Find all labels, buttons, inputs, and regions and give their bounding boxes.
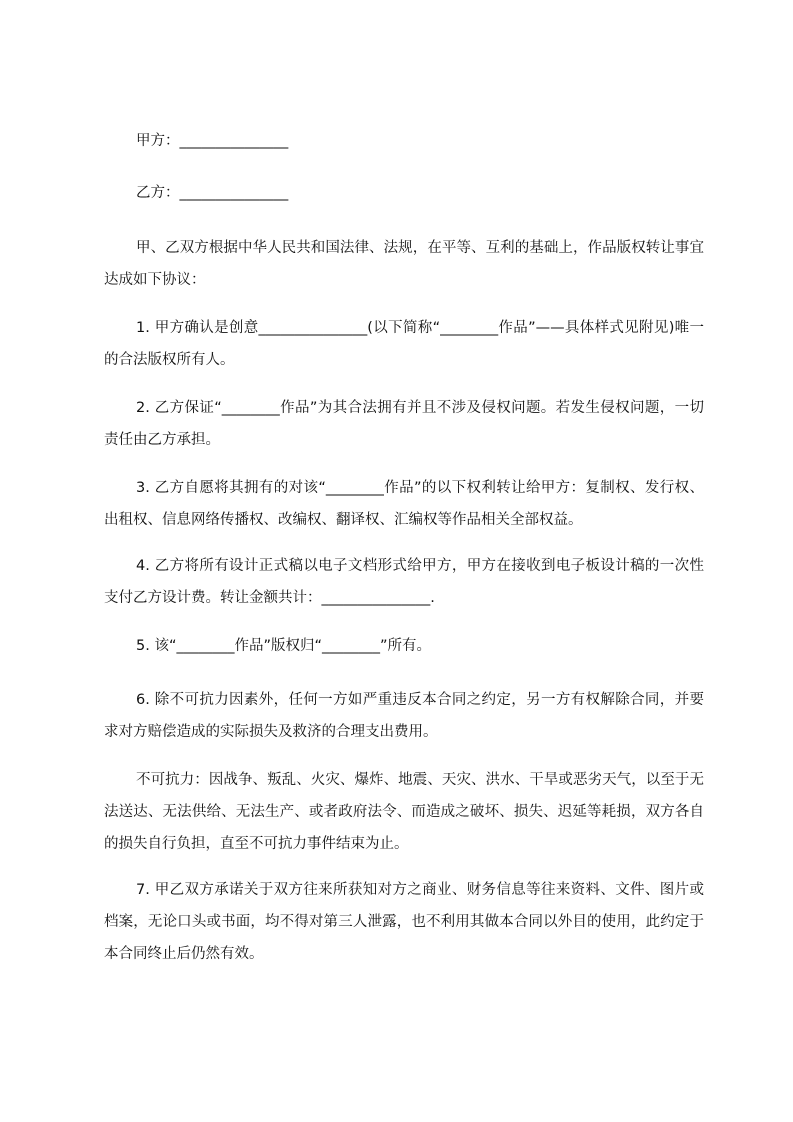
clause-5: 5. 该“________作品”版权归“________”所有。: [136, 638, 431, 654]
clause-2: 2. 乙方保证“________作品”为其合法拥有并且不涉及侵权问题。若发生侵权问题，一切责任由乙方承担。: [104, 400, 704, 448]
clause-7: 7. 甲乙双方承诺关于双方往来所获知对方之商业、财务信息等往来资料、文件、图片或档案，无论口头或书面，均不得对第三人泄露，也不利用其做本合同以外目的使用，此约定于本合同终止后仍然有效。: [104, 882, 704, 962]
clause-3: 3. 乙方自愿将其拥有的对该“________作品”的以下权利转让给甲方：复制权、发行权、出租权、信息网络传播权、改编权、翻译权、汇编权等作品相关全部权益。: [104, 480, 704, 528]
party-b-line: 乙方：_______________: [136, 185, 289, 201]
clause-1: 1. 甲方确认是创意_______________(以下简称“________作品”——具体样式见附见)唯一的合法版权所有人。: [104, 320, 704, 368]
clause-6: 6. 除不可抗力因素外，任何一方如严重违反本合同之约定，另一方有权解除合同，并要求对方赔偿造成的实际损失及救济的合理支出费用。: [104, 692, 704, 740]
intro-paragraph: 甲、乙双方根据中华人民共和国法律、法规，在平等、互利的基础上，作品版权转让事宜达成如下协议：: [104, 240, 704, 288]
party-a-line: 甲方：_______________: [136, 133, 289, 149]
force-majeure-paragraph: 不可抗力：因战争、叛乱、火灾、爆炸、地震、天灾、洪水、干旱或恶劣天气，以至于无法送达、无法供给、无法生产、或者政府法令、而造成之破坏、损失、迟延等耗损，双方各自的损失自行负担，直至不可抗力事件结束为止。: [104, 772, 704, 852]
clause-4: 4. 乙方将所有设计正式稿以电子文档形式给甲方，甲方在接收到电子板设计稿的一次性支付乙方设计费。转让金额共计：_______________.: [104, 558, 704, 606]
